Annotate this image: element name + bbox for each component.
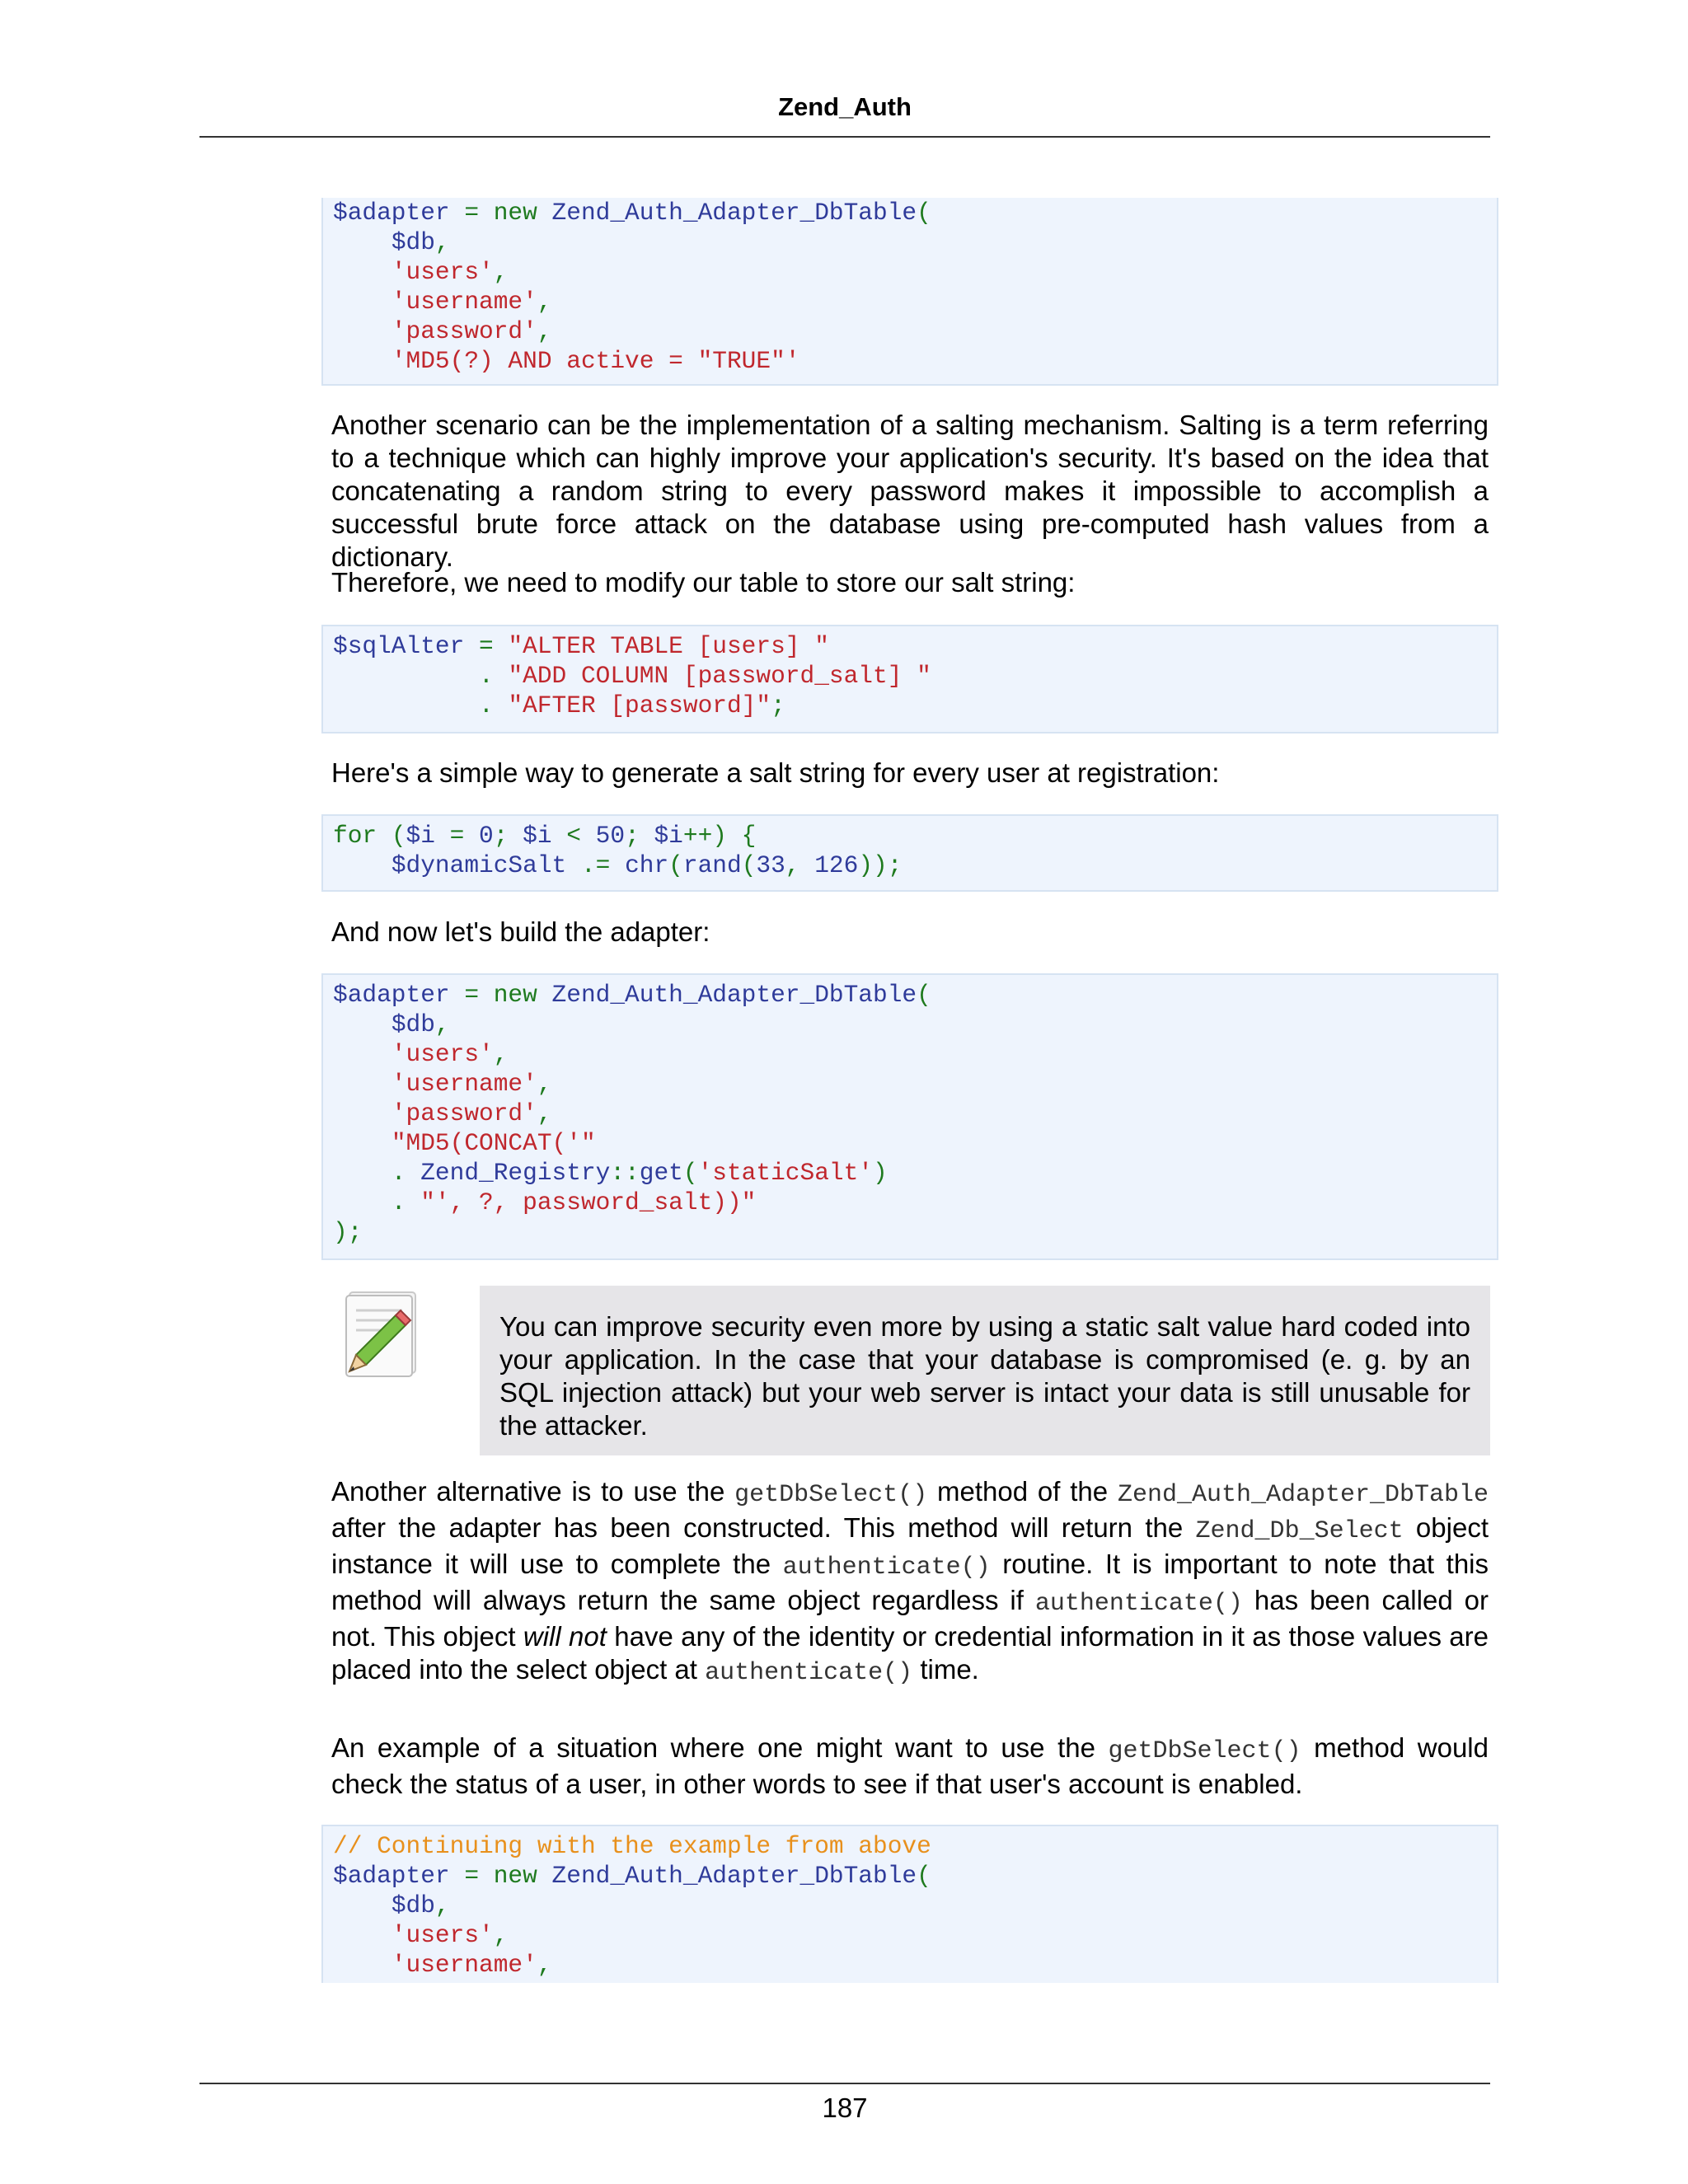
code-line: 'password',	[391, 1099, 552, 1127]
paragraph-generate-salt: Here's a simple way to generate a salt string for every user at registration:	[331, 757, 1220, 788]
code-line: $adapter = new Zend_Auth_Adapter_DbTable(	[333, 199, 931, 227]
code-line: . "AFTER [password]";	[333, 691, 785, 719]
code-line: 'username',	[391, 1070, 552, 1098]
code-line: $db,	[391, 1891, 450, 1919]
code-line: 'users',	[391, 1921, 509, 1949]
code-block-adapter-salt	[321, 973, 1498, 1260]
code-line: $db,	[391, 1010, 450, 1038]
inline-code: getDbSelect()	[1108, 1737, 1301, 1765]
code-block-sql-alter	[321, 625, 1498, 733]
inline-code: Zend_Auth_Adapter_DbTable	[1117, 1481, 1489, 1509]
inline-code: authenticate()	[782, 1554, 991, 1582]
code-line: . Zend_Registry::get('staticSalt')	[333, 1159, 888, 1187]
text: time.	[912, 1654, 979, 1685]
footer-rule	[199, 2083, 1490, 2084]
code-line: 'MD5(?) AND active = "TRUE"'	[391, 347, 800, 375]
code-block-salt-loop	[321, 814, 1498, 892]
code-line: "MD5(CONCAT('"	[391, 1129, 596, 1157]
code-line: // Continuing with the example from above	[333, 1832, 931, 1860]
note-box: You can improve security even more by using a static salt value hard coded into your application. In the case that your database is compromised (e. g. by an SQL injection attack) but your web server is intact your data is still unusable for the attacker.	[480, 1286, 1490, 1455]
code-block-adapter-active	[321, 198, 1498, 386]
page-number: 187	[822, 2093, 868, 2123]
header-rule	[199, 136, 1490, 138]
code-line: . "ADD COLUMN [password_salt] "	[333, 662, 931, 690]
code-block-continuing	[321, 1825, 1498, 1983]
page-header: Zend_Auth	[778, 92, 912, 121]
code-line: $adapter = new Zend_Auth_Adapter_DbTable(	[333, 981, 931, 1009]
inline-code: authenticate()	[1034, 1590, 1243, 1618]
code-line: );	[333, 1218, 363, 1246]
code-line: for ($i = 0; $i < 50; $i++) {	[333, 822, 757, 850]
code-line: 'username',	[391, 1951, 552, 1979]
code-line: $sqlAlter = "ALTER TABLE [users] "	[333, 632, 829, 660]
paragraph-getdbselect	[331, 1475, 1489, 1690]
code-line: . "', ?, password_salt))"	[333, 1188, 757, 1216]
inline-code: Zend_Db_Select	[1195, 1517, 1404, 1545]
text: object instance it will use to complete the	[331, 1512, 1489, 1579]
paragraph-example	[331, 1732, 1489, 1801]
code-line: 'users',	[391, 1040, 509, 1068]
code-line: $dynamicSalt .= chr(rand(33, 126));	[391, 851, 903, 879]
paragraph-modify-table: Therefore, we need to modify our table to store our salt string:	[331, 567, 1076, 598]
code-line: 'password',	[391, 317, 552, 345]
text: after the adapter has been constructed. This method will return the	[331, 1512, 1196, 1543]
inline-code: authenticate()	[705, 1659, 913, 1687]
code-line: $db,	[391, 228, 450, 256]
paragraph-build-adapter: And now let's build the adapter:	[331, 916, 710, 947]
text: has been called or not. This object	[331, 1585, 1489, 1652]
inline-code: getDbSelect()	[734, 1481, 928, 1509]
code-line: $adapter = new Zend_Auth_Adapter_DbTable(	[333, 1862, 931, 1890]
text: method of the	[927, 1476, 1118, 1507]
text: have any of the identity or credential information in it as those values are placed into the select object at	[331, 1621, 1489, 1685]
text: Another alternative is to use the	[331, 1476, 735, 1507]
text: method would check the status of a user, in other words to see if that user's account is enabled.	[331, 1732, 1489, 1799]
code-line: 'username',	[391, 288, 552, 316]
paragraph-salting-intro: Another scenario can be the implementation of a salting mechanism. Salting is a term referring to a technique which can highly improve your application's security. It's based on the idea that concatenating a random string to every password makes it impossible to accomplish a successful brute force attack on the database using pre-computed hash values from a dictionary.	[331, 410, 1489, 572]
code-line: 'users',	[391, 258, 509, 286]
pencil-note-icon	[338, 1287, 429, 1383]
text: An example of a situation where one might want to use the	[331, 1732, 1109, 1763]
emphasis: will not	[523, 1621, 607, 1652]
text: routine. It is important to note that this method will always return the same object regardless if	[331, 1549, 1489, 1615]
